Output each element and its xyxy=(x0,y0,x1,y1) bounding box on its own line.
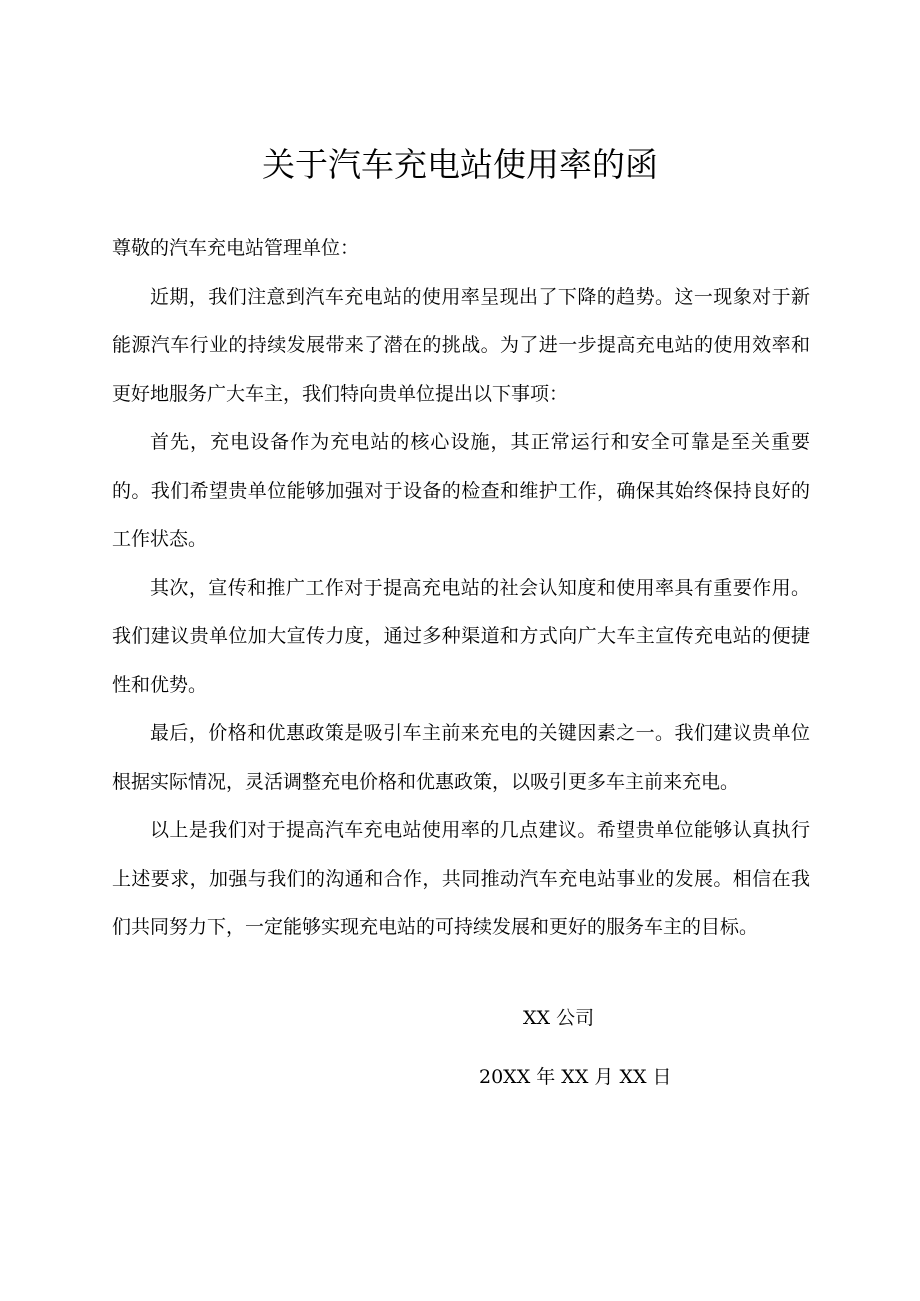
signature-company: XX 公司 xyxy=(523,1007,595,1029)
paragraph-intro: 近期，我们注意到汽车充电站的使用率呈现出了下降的趋势。这一现象对于新能源汽车行业的持续发展带来了潜在的挑战。为了进一步提高充电站的使用效率和更好地服务广大车主，我们特向贵单位提出以下事项： xyxy=(112,285,810,405)
letter-title: 关于汽车充电站使用率的函 xyxy=(262,145,658,185)
letter-body xyxy=(112,224,810,952)
paragraph-last: 最后，价格和优惠政策是吸引车主前来充电的关键因素之一。我们建议贵单位根据实际情况，灵活调整充电价格和优惠政策，以吸引更多车主前来充电。 xyxy=(112,722,810,793)
paragraph-second: 其次，宣传和推广工作对于提高充电站的社会认知度和使用率具有重要作用。我们建议贵单位加大宣传力度，通过多种渠道和方式向广大车主宣传充电站的便捷性和优势。 xyxy=(112,576,810,696)
paragraph-closing: 以上是我们对于提高汽车充电站使用率的几点建议。希望贵单位能够认真执行上述要求，加强与我们的沟通和合作，共同推动汽车充电站事业的发展。相信在我们共同努力下，一定能够实现充电站的可持续发展和更好的服务车主的目标。 xyxy=(112,819,810,938)
salutation: 尊敬的汽车充电站管理单位： xyxy=(112,237,360,259)
paragraph-first: 首先，充电设备作为充电站的核心设施，其正常运行和安全可靠是至关重要的。我们希望贵单位能够加强对于设备的检查和维护工作，确保其始终保持良好的工作状态。 xyxy=(112,431,810,550)
signature-date: 20XX 年 XX 月 XX 日 xyxy=(479,1066,672,1088)
